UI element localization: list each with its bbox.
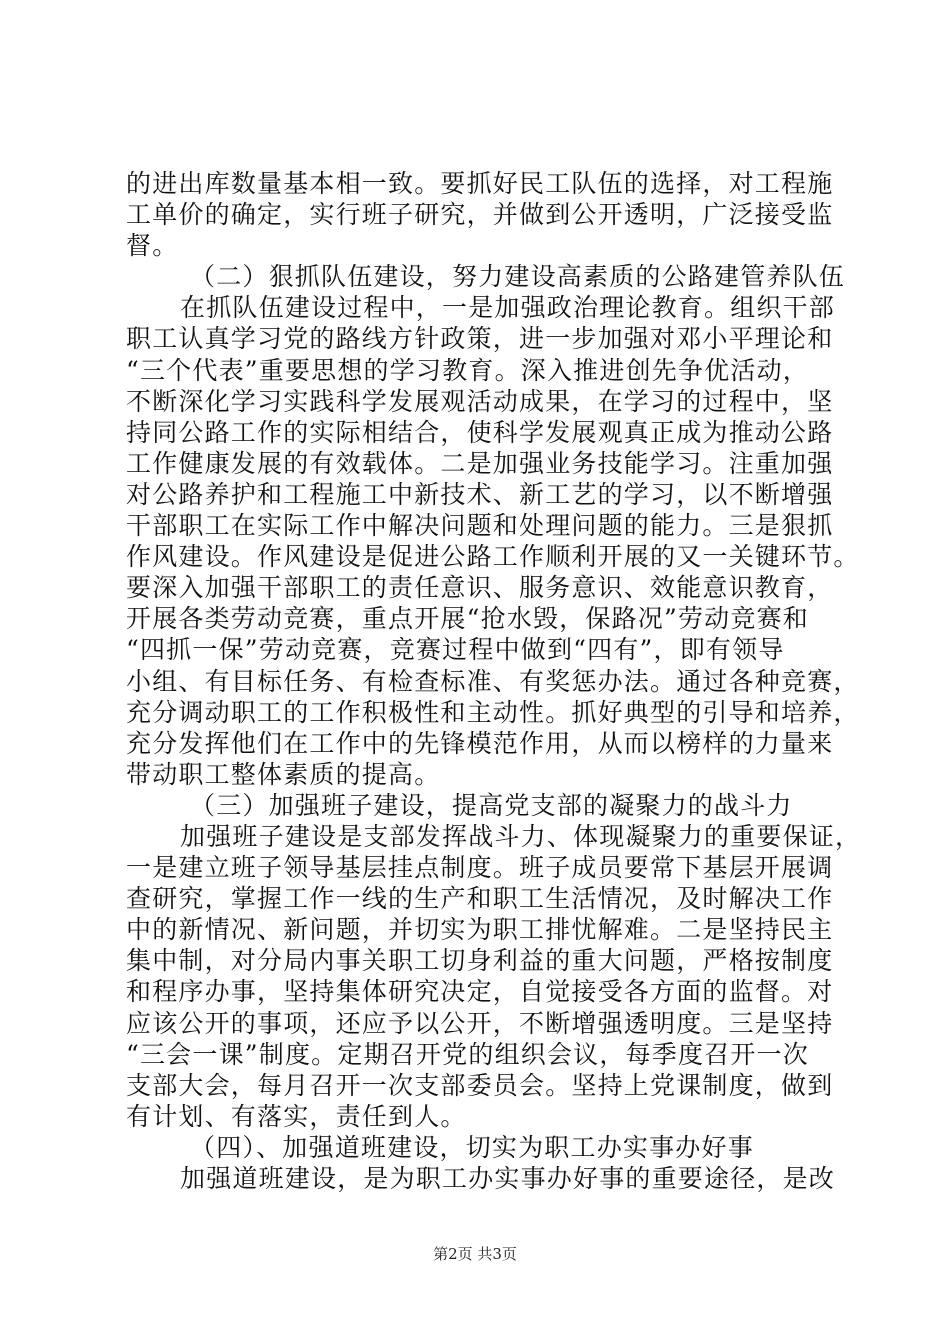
body-line: 工单价的确定，实行班子研究，并做到公开透明，广泛接受监: [126, 200, 834, 230]
body-line: 有计划、有落实，责任到人。: [126, 1101, 467, 1131]
body-line: 不断深化学习实践科学发展观活动成果，在学习的过程中，坚: [126, 386, 834, 416]
body-line: 的进出库数量基本相一致。要抓好民工队伍的选择，对工程施: [126, 169, 834, 198]
body-line: 支部大会，每月召开一次支部委员会。坚持上党课制度，做到: [126, 1070, 834, 1100]
body-line: 中的新情况、新问题，并切实为职工排忧解难。二是坚持民主: [126, 915, 834, 945]
section-heading-4: （四）、加强道班建设，切实为职工办实事办好事: [190, 1132, 754, 1162]
body-line: 持同公路工作的实际相结合，使科学发展观真正成为推动公路: [126, 417, 834, 447]
body-line: 查研究，掌握工作一线的生产和职工生活情况，及时解决工作: [126, 884, 834, 914]
body-line: 一是建立班子领导基层挂点制度。班子成员要常下基层开展调: [126, 853, 834, 883]
body-line: 集中制，对分局内事关职工切身利益的重大问题，严格按制度: [126, 946, 834, 976]
body-line: 小组、有目标任务、有检查标准、有奖惩办法。通过各种竞赛，: [126, 666, 860, 696]
body-line: 应该公开的事项，还应予以公开，不断增强透明度。三是坚持: [126, 1008, 834, 1038]
body-line: 职工认真学习党的路线方针政策，进一步加强对邓小平理论和: [126, 324, 834, 354]
section-heading-3: （三）加强班子建设，提高党支部的凝聚力的战斗力: [190, 790, 793, 820]
body-line: “三会一课”制度。定期召开党的组织会议，每季度召开一次: [126, 1039, 809, 1069]
body-line: 作风建设。作风建设是促进公路工作顺利开展的又一关键环节。: [126, 542, 860, 572]
body-line: 干部职工在实际工作中解决问题和处理问题的能力。三是狠抓: [126, 511, 834, 541]
body-line: 带动职工整体素质的提高。: [126, 759, 441, 789]
body-line: 加强道班建设，是为职工办实事办好事的重要途径，是改: [180, 1164, 836, 1193]
body-line: 督。: [126, 231, 179, 261]
body-line: 要深入加强干部职工的责任意识、服务意识、效能意识教育，: [126, 573, 834, 603]
body-line: 充分调动职工的工作积极性和主动性。抓好典型的引导和培养，: [126, 697, 860, 727]
body-line: 在抓队伍建设过程中，一是加强政治理论教育。组织干部: [180, 293, 836, 323]
body-line: 工作健康发展的有效载体。二是加强业务技能学习。注重加强: [126, 448, 834, 478]
body-line: “三个代表”重要思想的学习教育。深入推进创先争优活动，: [126, 355, 809, 385]
body-line: 和程序办事，坚持集体研究决定，自觉接受各方面的监督。对: [126, 977, 834, 1007]
body-line: 开展各类劳动竞赛，重点开展“抢水毁，保路况”劳动竞赛和: [126, 604, 809, 634]
document-body: [126, 168, 862, 1194]
section-heading-2: （二）狠抓队伍建设，努力建设高素质的公路建管养队伍: [190, 262, 846, 292]
body-line: 对公路养护和工程施工中新技术、新工艺的学习，以不断增强: [126, 479, 834, 509]
body-line: 加强班子建设是支部发挥战斗力、体现凝聚力的重要保证，: [180, 821, 862, 851]
page-footer: 第2页 共3页: [433, 1245, 517, 1263]
body-line: 充分发挥他们在工作中的先锋模范作用，从而以榜样的力量来: [126, 728, 834, 758]
body-line: “四抓一保”劳动竞赛，竞赛过程中做到“四有”，即有领导: [126, 635, 785, 665]
